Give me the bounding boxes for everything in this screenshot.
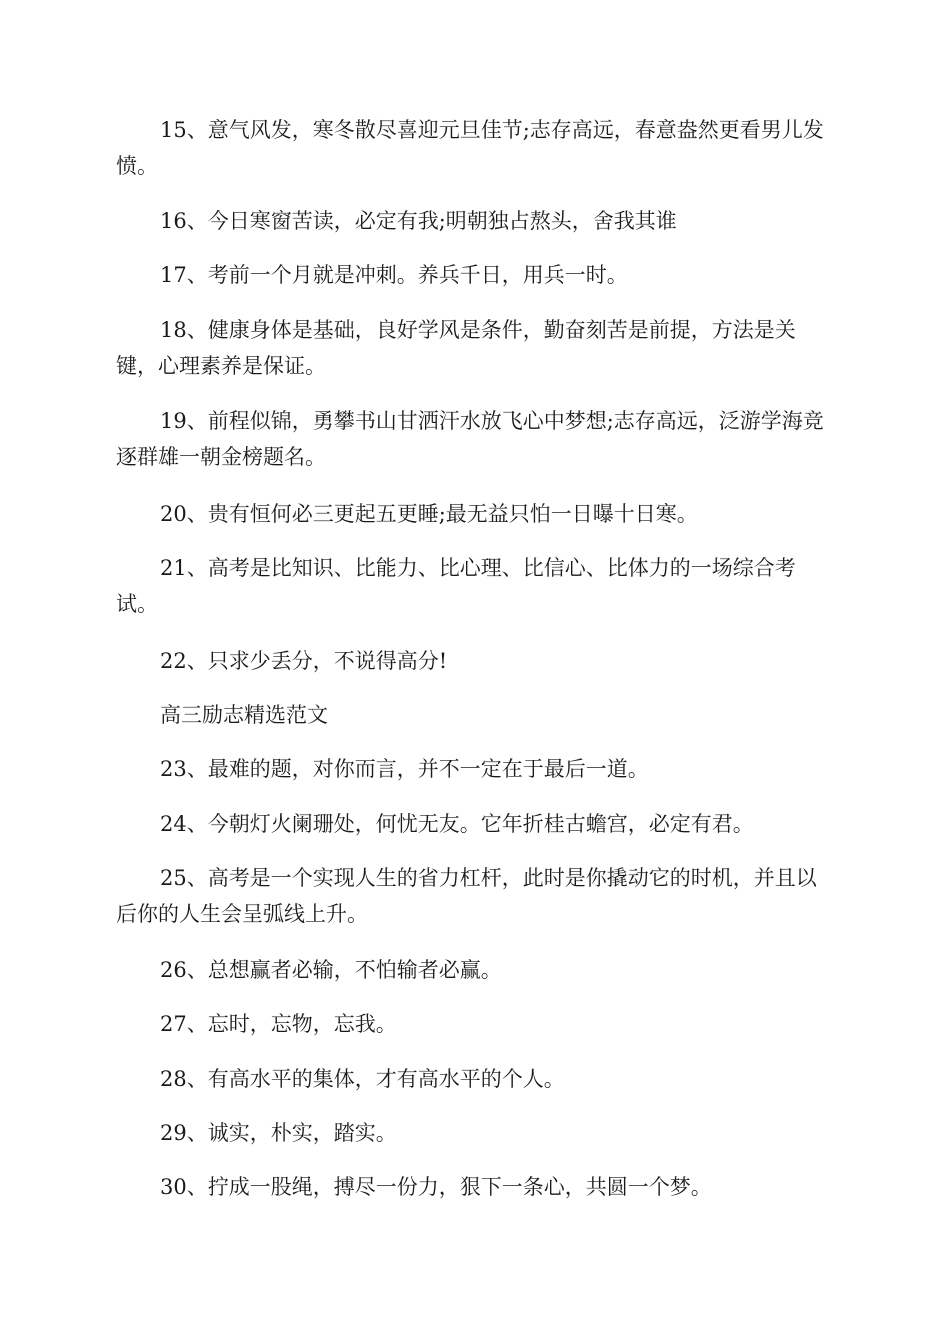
paragraph-17: 17、考前一个月就是冲刺。养兵千日，用兵一时。 — [160, 263, 628, 287]
paragraph-22: 22、只求少丢分，不说得高分! — [160, 649, 448, 673]
paragraph-23: 23、最难的题，对你而言，并不一定在于最后一道。 — [160, 757, 649, 781]
paragraph-20: 20、贵有恒何必三更起五更睡;最无益只怕一日曝十日寒。 — [160, 502, 698, 526]
paragraph-16: 16、今日寒窗苦读，必定有我;明朝独占熬头，舍我其谁 — [160, 209, 677, 233]
paragraph-29: 29、诚实，朴实，踏实。 — [160, 1121, 397, 1145]
paragraph-30: 30、拧成一股绳，搏尽一份力，狠下一条心，共圆一个梦。 — [160, 1175, 712, 1199]
paragraph-19: 19、前程似锦，勇攀书山甘洒汗水放飞心中梦想;志存高远，泛游学海竞逐群雄一朝金榜题名。 — [116, 409, 824, 469]
paragraph-24: 24、今朝灯火阑珊处，何忧无友。它年折桂古蟾宫，必定有君。 — [160, 812, 754, 836]
section-heading: 高三励志精选范文 — [160, 703, 328, 727]
paragraph-18: 18、健康身体是基础，良好学风是条件，勤奋刻苦是前提，方法是关键，心理素养是保证。 — [116, 318, 796, 378]
paragraph-21: 21、高考是比知识、比能力、比心理、比信心、比体力的一场综合考试。 — [116, 556, 796, 616]
paragraph-25: 25、高考是一个实现人生的省力杠杆，此时是你撬动它的时机，并且以后你的人生会呈弧线上升。 — [116, 866, 817, 926]
paragraph-27: 27、忘时，忘物，忘我。 — [160, 1012, 397, 1036]
paragraph-28: 28、有高水平的集体，才有高水平的个人。 — [160, 1067, 565, 1091]
paragraph-15: 15、意气风发，寒冬散尽喜迎元旦佳节;志存高远，春意盎然更看男儿发愤。 — [116, 118, 824, 178]
paragraph-26: 26、总想赢者必输，不怕输者必赢。 — [160, 958, 502, 982]
